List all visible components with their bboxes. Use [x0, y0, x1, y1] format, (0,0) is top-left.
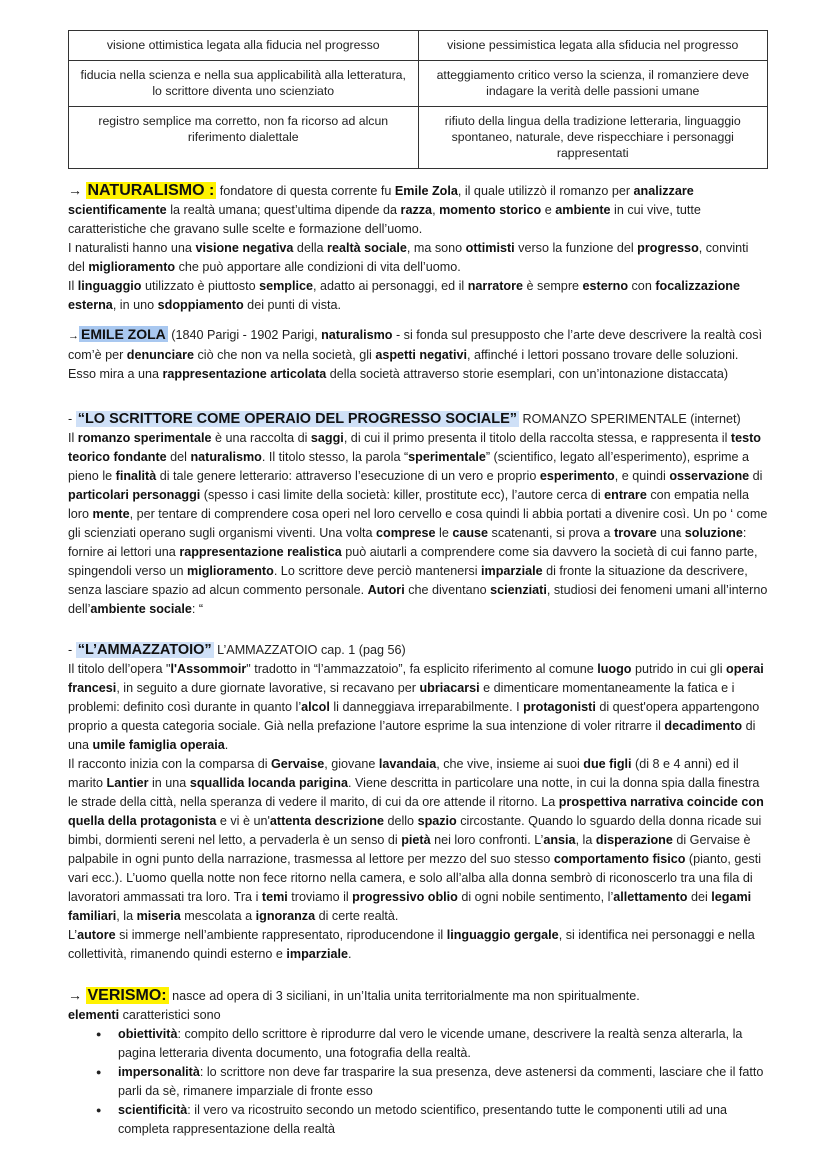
- table-cell: visione ottimistica legata alla fiducia nel progresso: [69, 31, 419, 61]
- arrow-right-icon: →: [68, 330, 79, 342]
- section-emile-zola: [68, 325, 768, 384]
- section-heading: “L’AMMAZZATOIO”: [77, 642, 212, 658]
- paragraph: Il titolo dell’opera "l'Assommoir" tradotto in “l’ammazzatoio”, fa esplicito riferimento al comune luogo putrido in cui gli operai francesi, in seguito a dure giornate lavorative, si recavano per ubriacarsi e dimenticare momentaneamente la fatica e i problemi: definito così durante in quanto l’alcol li danneggiava irreparabilmente. I protagonisti di quest'opera appartengono proprio a questa categoria sociale. Già nella prefazione l’autore esprime la sua intenzione di voler ritrarre il decadimento di una umile famiglia operaia.: [68, 662, 764, 752]
- arrow-right-icon: →: [68, 182, 82, 198]
- paragraph: L’autore si immerge nell’ambiente rappresentato, riproducendone il linguaggio gergale, si identifica nei personaggi e nella collettività, rimanendo quindi esterno e imparziale.: [68, 928, 755, 961]
- paragraph: Il linguaggio utilizzato è piuttosto semplice, adatto ai personaggi, ed il narratore è sempre esterno con focalizzazione esterna, in uno sdoppiamento dei punti di vista.: [68, 279, 741, 312]
- section-heading: EMILE ZOLA: [81, 326, 166, 342]
- table-cell: visione pessimistica legata alla sfiducia nel progresso: [418, 31, 768, 61]
- section-heading: NATURALISMO :: [87, 182, 215, 199]
- comparison-table: [68, 30, 768, 169]
- section-heading-line: - “L’AMMAZZATOIO” L’AMMAZZATOIO cap. 1 (pag 56): [68, 642, 406, 658]
- table-row: [69, 107, 768, 169]
- paragraph: → NATURALISMO : fondatore di questa corrente fu Emile Zola, il quale utilizzò il romanzo per analizzare scientificamente la realtà umana; quest’ultima dipende da razza, momento storico e ambiente in cui vive, tutte caratteristiche che gravano sulle scelte e formazione dell’uomo.: [68, 182, 701, 236]
- list-item: ● impersonalità: lo scrittore non deve far trasparire la sua presenza, deve astenersi da commenti, lasciare che il fatto parli da sè, rimanere imparziale di fronte esso: [118, 1063, 768, 1101]
- table-cell: fiducia nella scienza e nella sua applicabilità alla letteratura, lo scrittore diventa uno scienziato: [69, 61, 419, 107]
- section-verismo: [68, 986, 768, 1139]
- elements-list: [68, 1025, 768, 1139]
- table-row: [69, 31, 768, 61]
- section-heading: “LO SCRITTORE COME OPERAIO DEL PROGRESSO SOCIALE”: [77, 411, 518, 427]
- table-row: [69, 61, 768, 107]
- list-item: ● obiettività: compito dello scrittore è riprodurre dal vero le vicende umane, descrivere la realtà senza alterarla, la pagina letteraria diventa documento, una fotografia della realtà.: [118, 1025, 768, 1063]
- paragraph: Il racconto inizia con la comparsa di Gervaise, giovane lavandaia, che vive, insieme ai suoi due figli (di 8 e 4 anni) ed il marito Lantier in una squallida locanda parigina. Viene descritta in particolare una notte, in cui la donna spia dalla finestra le strade della città, nella speranza di vedere il marito, di cui da ore attende il ritorno. La prospettiva narrativa coincide con quella della protagonista e vi è un'attenta descrizione dello spazio circostante. Quando lo sguardo della donna ricade sui bimbi, dormienti sereni nel letto, a pervaderla è un senso di pietà nei loro confronti. L’ansia, la disperazione di Gervaise è palpabile in ogni punto della narrazione, trasmessa al lettore per mezzo del suo stesso comportamento fisico (pianto, gesti vari ecc.). L’uomo quella notte non fece ritorno nella camera, e solo all’alba alla donna sembrò di riconoscerlo tra una fila di lavoratori ammassati tra loro. Tra i temi troviamo il progressivo oblio di ogni nobile sentimento, l’allettamento dei legami familiari, la miseria mescolata a ignoranza di certe realtà.: [68, 757, 764, 923]
- table-cell: atteggiamento critico verso la scienza, il romanziere deve indagare la verità delle passioni umane: [418, 61, 768, 107]
- arrow-right-icon: →: [68, 987, 82, 1003]
- section-naturalismo: [68, 181, 768, 315]
- paragraph: elementi caratteristici sono: [68, 1008, 221, 1022]
- section-ammazzatoio: [68, 641, 768, 964]
- table-cell: registro semplice ma corretto, non fa ricorso ad alcun riferimento dialettale: [69, 107, 419, 169]
- list-item: ● scientificità: il vero va ricostruito secondo un metodo scientifico, presentando tutte le componenti utili ad una completa rappresentazione della realtà: [118, 1101, 768, 1139]
- paragraph: → EMILE ZOLA (1840 Parigi - 1902 Parigi, naturalismo - si fonda sul presupposto che l’arte deve descrivere la realtà così com’è per denunciare ciò che non va nella società, gli aspetti negativi, affinché i lettori possano trovare delle soluzioni. Esso mira a una rappresentazione articolata della società attraverso storie esemplari, con un’intonazione distaccata): [68, 326, 763, 381]
- paragraph: Il romanzo sperimentale è una raccolta di saggi, di cui il primo presenta il titolo della raccolta stessa, e rappresenta il testo teorico fondante del naturalismo. Il titolo stesso, la parola “sperimentale” (scientifico, legato all’esperimento), esprime a pieno le finalità di tale genere letterario: attraverso l’esecuzione di un vero e proprio esperimento, e quindi osservazione di particolari personaggi (spesso i casi limite della società: killer, prostitute ecc), l’autore cerca di entrare con empatia nella loro mente, per tentare di comprendere cosa operi nel loro cervello e cosa quindi li abbia portati a divenire così. Un po ‘ come gli scienziati operano sugli organismi viventi. Una volta comprese le cause scatenanti, si prova a trovare una soluzione: fornire ai lettori una rappresentazione realistica può aiutarli a comprendere come sia davvero la società di cui fanno parte, spingendoli verso un miglioramento. Lo scrittore deve perciò mantenersi imparziale di fronte la situazione da descrivere, senza lasciare spazio ad alcun commento personale. Autori che diventano scienziati, studiosi dei fenomeni umani all’interno dell’ambiente sociale: “: [68, 431, 768, 616]
- section-subtitle: L’AMMAZZATOIO cap. 1 (pag 56): [213, 643, 406, 657]
- table-cell: rifiuto della lingua della tradizione letteraria, linguaggio spontaneo, naturale, deve rispecchiare i personaggi rappresentati: [418, 107, 768, 169]
- section-heading-line: - “LO SCRITTORE COME OPERAIO DEL PROGRESSO SOCIALE” ROMANZO SPERIMENTALE (internet): [68, 411, 741, 427]
- section-scrittore: [68, 410, 768, 619]
- section-subtitle: ROMANZO SPERIMENTALE (internet): [519, 412, 741, 426]
- section-heading: VERISMO:: [87, 987, 167, 1004]
- paragraph: I naturalisti hanno una visione negativa della realtà sociale, ma sono ottimisti verso la funzione del progresso, convinti del miglioramento che può apportare alle condizioni di vita dell’uomo.: [68, 241, 749, 274]
- paragraph: → VERISMO: nasce ad opera di 3 siciliani, in un’Italia unita territorialmente ma non spiritualmente.: [68, 987, 640, 1004]
